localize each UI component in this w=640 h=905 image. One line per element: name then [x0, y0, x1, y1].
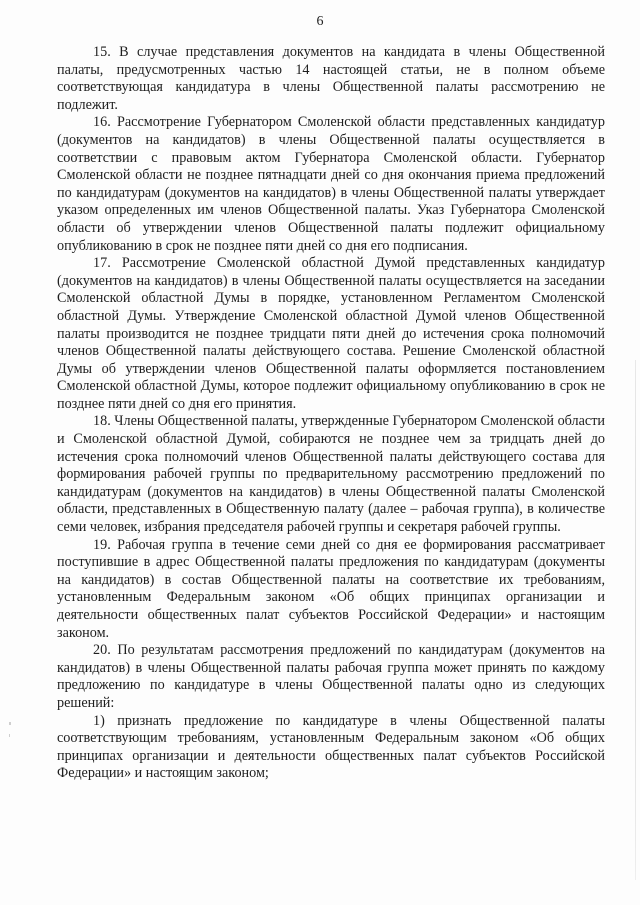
- paragraph-16: 16. Рассмотрение Губернатором Смоленской области представленных кандидатур (документов на кандидатов) в члены Общественной палаты осуществляется в соответствии с правовым актом Губернатора Смоленской области. Губернатор Смоленской области не позднее пятнадцати дней со дня окончания приема предложений по кандидатурам (документов на кандидатов) в члены Общественной палаты утверждает указом определенных им членов Общественной палаты. Указ Губернатора Смоленской области об утверждении членов Общественной палаты подлежит официальному опубликованию в срок не позднее пяти дней со дня его подписания.: [57, 114, 605, 254]
- paragraph-18: 18. Члены Общественной палаты, утвержденные Губернатором Смоленской области и Смоленской областной Думой, собираются не позднее чем за тридцать дней до истечения срока полномочий членов Общественной палаты действующего состава для формирования рабочей группы по предварительному рассмотрению предложений по кандидатурам (документов на кандидатов) в члены Общественной палаты Смоленской области, представленных в Общественную палату (далее – рабочая группа), в количестве семи человек, избрания председателя рабочей группы и секретаря рабочей группы.: [57, 413, 605, 536]
- scan-speck: [9, 722, 11, 725]
- scan-speck: [9, 734, 10, 737]
- paragraph-19: 19. Рабочая группа в течение семи дней со дня ее формирования рассматривает поступившие в адрес Общественной палаты предложения по кандидатурам (документы на кандидатов) в состав Общественной палаты на соответствие их требованиям, установленным Федеральным законом «Об общих принципах организации и деятельности общественных палат субъектов Российской Федерации» и настоящим законом.: [57, 536, 605, 641]
- paragraph-20: 20. По результатам рассмотрения предложений по кандидатурам (документов на кандидатов) в члены Общественной палаты рабочая группа может принять по каждому предложению по кандидатуре в члены Общественной палаты одно из следующих решений:: [57, 642, 605, 711]
- paragraph-17: 17. Рассмотрение Смоленской областной Думой представленных кандидатур (документов на кандидатов) в члены Общественной палаты осуществляется на заседании Смоленской областной Думы в порядке, установленном Регламентом Смоленской областной Думы. Утверждение Смоленской областной Думой членов Общественной палаты производится не позднее тридцати пяти дней до истечения срока полномочий членов Общественной палаты действующего состава. Решение Смоленской областной Думы об утверждении членов Общественной палаты оформляется постановлением Смоленской областной Думы, которое подлежит официальному опубликованию в срок не позднее пяти дней со дня его принятия.: [57, 255, 605, 412]
- paragraph-20-item-1: 1) признать предложение по кандидатуре в члены Общественной палаты соответствующим требованиям, установленным Федеральным законом «Об общих принципах организации и деятельности общественных палат субъектов Российской Федерации» и настоящим законом;: [57, 712, 605, 782]
- scan-edge-shadow: [635, 360, 636, 880]
- document-body: [57, 44, 605, 783]
- paragraph-15: 15. В случае представления документов на кандидата в члены Общественной палаты, предусмотренных частью 14 настоящей статьи, не в полном объеме соответствующая кандидатура в члены Общественной палаты рассмотрению не подлежит.: [57, 44, 605, 113]
- page-number: 6: [316, 14, 324, 29]
